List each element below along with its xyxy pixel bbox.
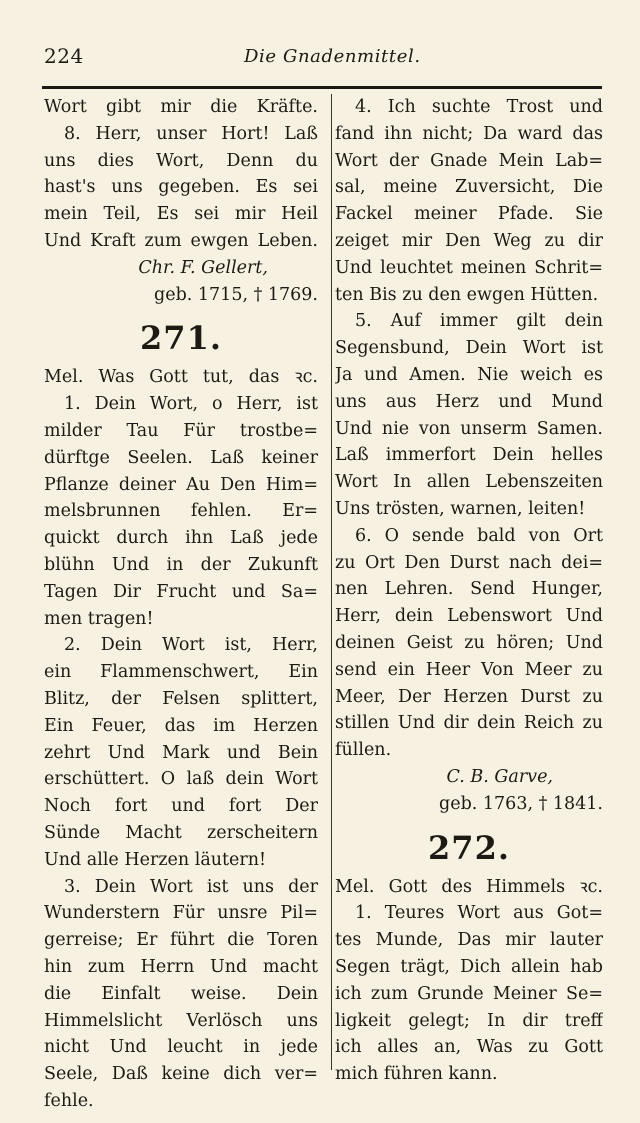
verse-line: quickt durch ihn Laß jede: [44, 528, 318, 549]
verse-line: sal, meine Zuversicht, Die: [335, 177, 603, 198]
verse-line: dürftge Seelen. Laß keiner: [44, 447, 318, 468]
verse-line: erschüttert. O laß dein Wort: [44, 769, 318, 790]
verse-line: ich alles an, Was zu Gott: [335, 1037, 603, 1058]
verse-line: Wort In allen Lebenszeiten: [335, 472, 603, 493]
verse-line: Tagen Dir Frucht und Sa=: [44, 581, 318, 602]
verse-line: Segensbund, Dein Wort ist: [335, 338, 603, 359]
running-title: Die Gnadenmittel.: [244, 46, 421, 67]
author-signature: C. B. Garve,: [446, 766, 553, 787]
verse-line: Himmelslicht Verlösch uns: [44, 1010, 318, 1031]
verse-line: zu Ort Den Durst nach dei=: [335, 552, 603, 573]
verse-line: Und leuchtet meinen Schrit=: [335, 257, 603, 278]
verse-line: fand ihn nicht; Da ward das: [335, 123, 603, 144]
melody-line: Mel. Gott des Himmels ꝛc.: [335, 876, 603, 897]
author-signature: Chr. F. Gellert,: [138, 257, 268, 278]
verse-line: 1. Teures Wort aus Got=: [355, 903, 603, 924]
page-number: 224: [44, 44, 84, 68]
verse-line: die Einfalt weise. Dein: [44, 983, 318, 1004]
verse-line: Blitz, der Felsen splittert,: [44, 688, 318, 709]
verse-line: Herr, dein Lebenswort Und: [335, 606, 603, 627]
verse-line: milder Tau Für trostbe=: [44, 420, 318, 441]
verse-line: 4. Ich suchte Trost und: [355, 97, 603, 117]
verse-line: blühn Und in der Zukunft: [44, 554, 318, 575]
verse-line: send ein Heer Von Meer zu: [335, 659, 603, 680]
text-line: uns dies Wort, Denn du: [44, 150, 318, 171]
hymn-number: 272.: [428, 828, 510, 867]
verse-line: 1. Dein Wort, o Herr, ist: [64, 394, 318, 415]
verse-line: zeiget mir Den Weg zu dir: [335, 230, 603, 251]
author-dates: geb. 1763, † 1841.: [439, 793, 603, 814]
verse-line: Meer, Der Herzen Durst zu: [335, 686, 603, 707]
verse-line: hin zum Herrn Und macht: [44, 956, 318, 977]
page-header: [44, 44, 600, 74]
verse-line: Laß immerfort Dein helles: [335, 445, 603, 466]
verse-line: ich zum Grunde Meiner Se=: [335, 983, 603, 1004]
verse-line: Fackel meiner Pfade. Sie: [335, 204, 603, 225]
verse-line: Sünde Macht zerscheitern: [44, 822, 318, 843]
verse-line: deinen Geist zu hören; Und: [335, 632, 603, 653]
verse-line: 2. Dein Wort ist, Herr,: [64, 635, 318, 656]
text-line: mein Teil, Es sei mir Heil: [44, 204, 318, 225]
verse-line: 6. O sende bald von Ort: [355, 525, 603, 546]
text-line: hast's uns gegeben. Es sei: [44, 177, 318, 198]
verse-line: Seele, Daß keine dich ver=: [44, 1064, 318, 1085]
text-line: 8. Herr, unser Hort! Laß: [64, 123, 318, 144]
verse-line: ein Flammenschwert, Ein: [44, 662, 318, 683]
verse-line: Uns trösten, warnen, leiten!: [335, 498, 586, 519]
melody-line: Mel. Was Gott tut, das ꝛc.: [44, 367, 318, 388]
verse-line: Ein Feuer, das im Herzen: [44, 715, 318, 736]
verse-line: nen Lehren. Send Hunger,: [335, 579, 603, 600]
column-divider: [331, 94, 332, 1070]
text-line: Wort gibt mir die Kräfte.: [44, 97, 318, 117]
left-column: [44, 94, 318, 1115]
verse-line: zehrt Und Mark und Bein: [44, 742, 318, 763]
verse-line: Und alle Herzen läutern!: [44, 849, 267, 870]
verse-line: Noch fort und fort Der: [44, 796, 318, 817]
verse-line: 5. Auf immer gilt dein: [355, 311, 603, 332]
verse-line: Segen trägt, Dich allein hab: [335, 956, 603, 977]
right-column: [335, 94, 603, 1088]
verse-line: uns aus Herz und Mund: [335, 391, 603, 412]
verse-line: gerreise; Er führt die Toren: [44, 930, 318, 951]
verse-line: stillen Und dir dein Reich zu: [335, 713, 603, 734]
text-line: Und Kraft zum ewgen Leben.: [44, 230, 318, 251]
verse-line: Und nie von unserm Samen.: [335, 418, 603, 439]
verse-line: fehle.: [44, 1090, 94, 1111]
verse-line: Wunderstern Für unsre Pil=: [44, 903, 318, 924]
header-rule: [42, 86, 602, 89]
verse-line: Ja und Amen. Nie weich es: [335, 364, 603, 385]
verse-line: Pflanze deiner Au Den Him=: [44, 474, 318, 495]
verse-line: men tragen!: [44, 608, 154, 629]
hymn-number: 271.: [140, 319, 222, 358]
verse-line: nicht Und leucht in jede: [44, 1037, 318, 1058]
author-dates: geb. 1715, † 1769.: [154, 284, 318, 305]
verse-line: ten Bis zu den ewgen Hütten.: [335, 284, 599, 305]
verse-line: tes Munde, Das mir lauter: [335, 930, 603, 951]
verse-line: füllen.: [335, 740, 392, 761]
verse-line: melsbrunnen fehlen. Er=: [44, 501, 318, 522]
verse-line: 3. Dein Wort ist uns der: [64, 876, 318, 897]
verse-line: mich führen kann.: [335, 1064, 498, 1085]
verse-line: ligkeit gelegt; In dir treff: [335, 1010, 603, 1031]
verse-line: Wort der Gnade Mein Lab=: [335, 150, 603, 171]
